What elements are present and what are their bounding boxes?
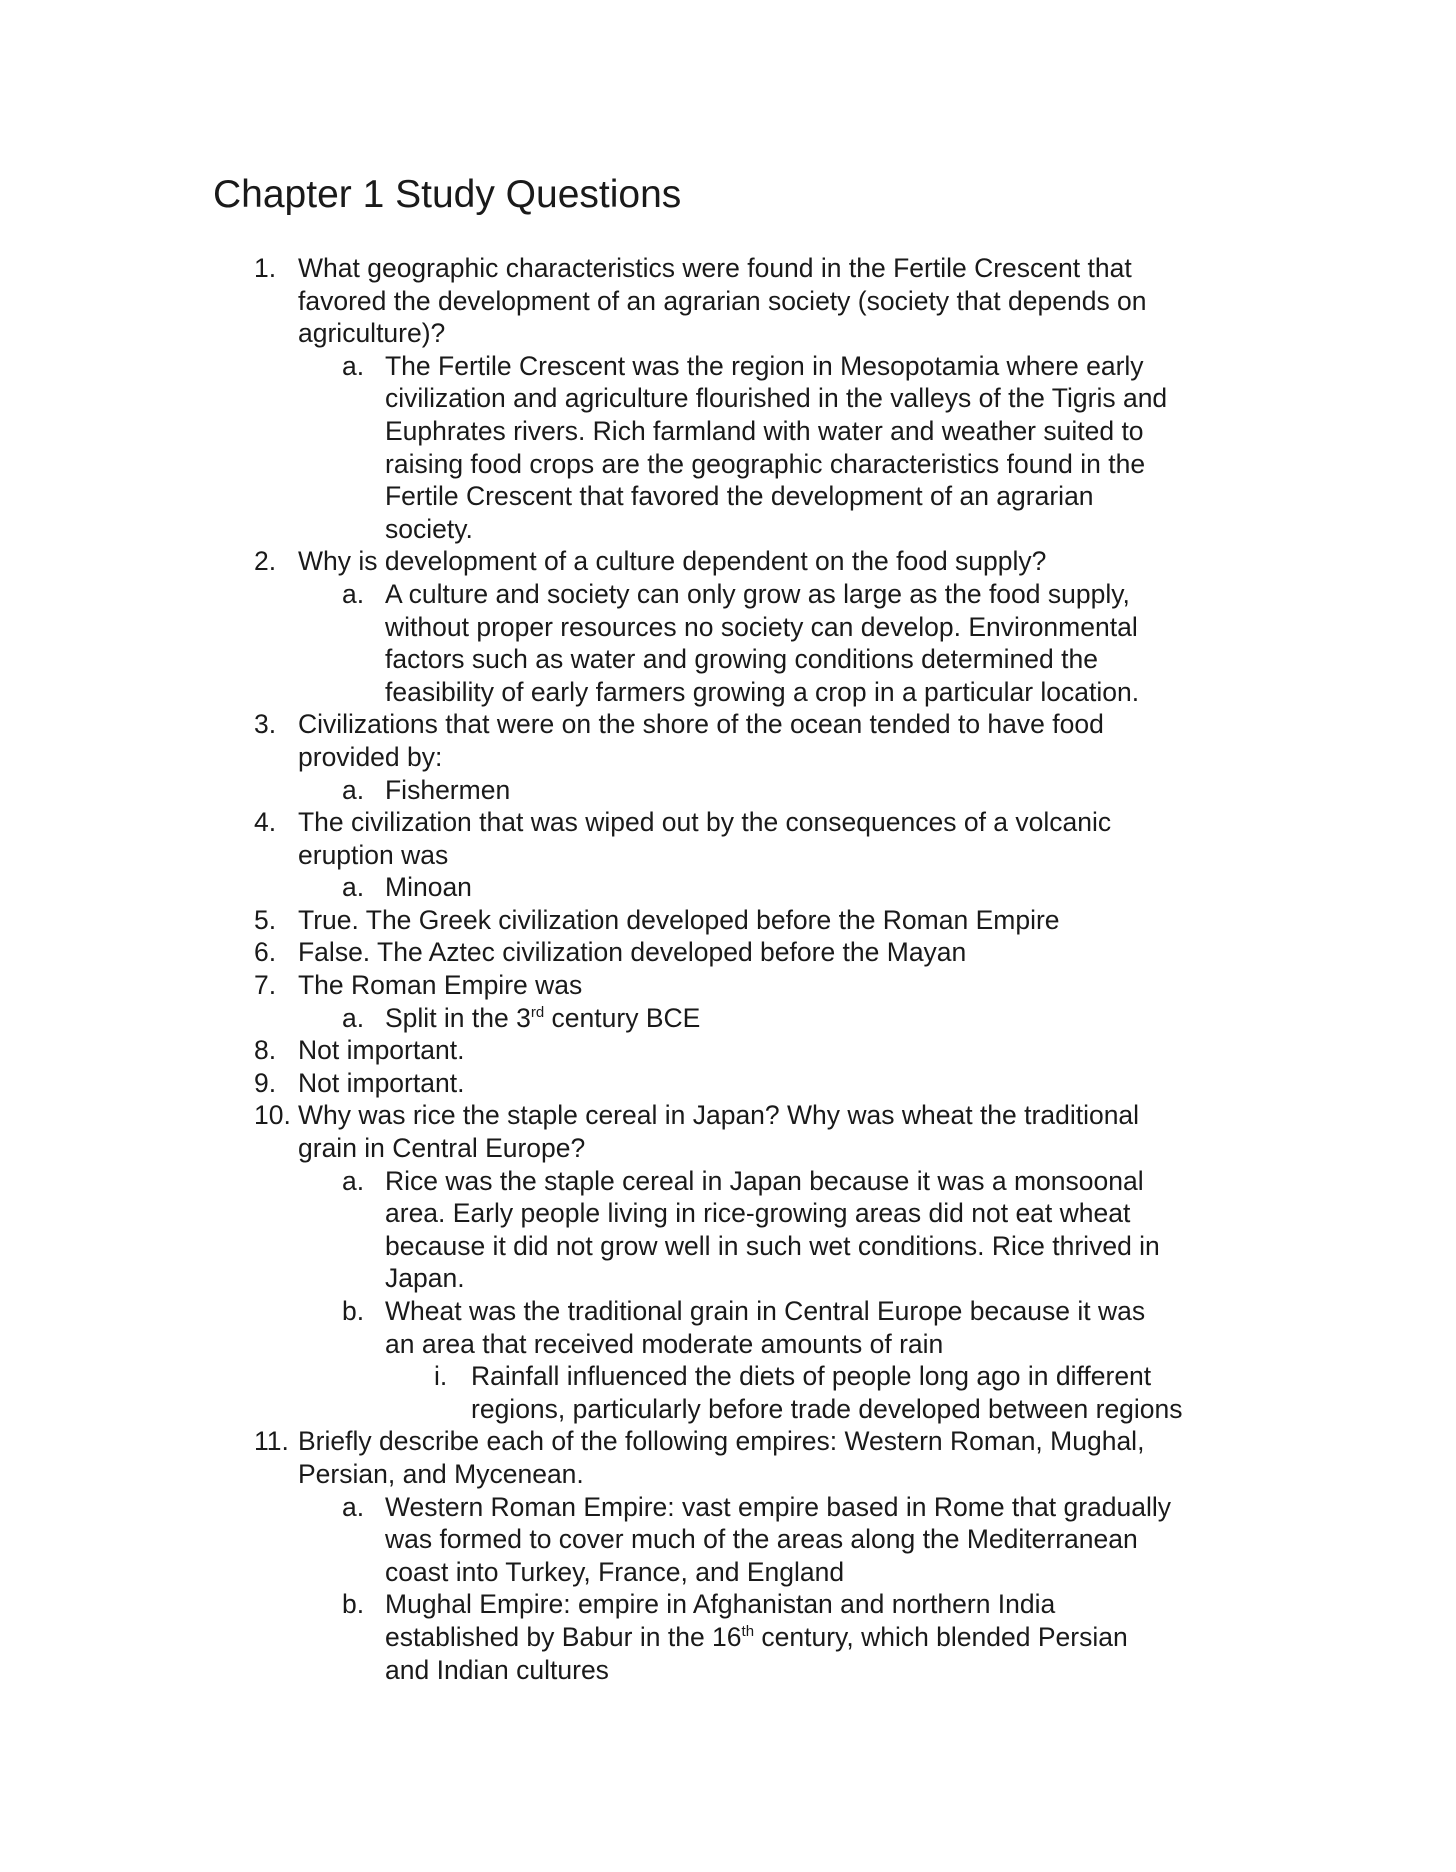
question-text: Why was rice the staple cereal in Japan? Why was wheat the traditional (298, 1100, 1140, 1131)
answer-text-end: century, which blended Persian (754, 1621, 1128, 1652)
answer-item (342, 350, 1235, 546)
answer-text: civilization and agriculture flourished in the valleys of the Tigris and (385, 383, 1168, 414)
question-text: Persian, and Mycenean. (298, 1458, 584, 1489)
answer-text: Mughal Empire: empire in Afghanistan and northern India (385, 1589, 1056, 1620)
answer-text: without proper resources no society can develop. Environmental (385, 611, 1138, 642)
answer-text: feasibility of early farmers growing a crop in a particular location. (385, 676, 1140, 707)
answer-text-start: established by Babur in the 16 (385, 1621, 742, 1652)
answer-text: area. Early people living in rice-growing areas did not eat wheat (385, 1198, 1131, 1229)
answer-item (342, 774, 1235, 807)
ordinal-suffix: rd (530, 1003, 545, 1021)
question-text: True. The Greek civilization developed before the Roman Empire (298, 904, 1060, 935)
answer-text: coast into Turkey, France, and England (385, 1556, 845, 1587)
item-number: 3. (254, 709, 277, 740)
answer-text: Fishermen (385, 774, 511, 805)
item-number: 2. (254, 546, 277, 577)
answer-item (342, 1588, 1235, 1686)
roman-numeral: i. (434, 1361, 448, 1392)
question-text: Why is development of a culture dependent on the food supply? (298, 546, 1047, 577)
answer-text: The Fertile Crescent was the region in Mesopotamia where early (385, 350, 1144, 381)
answer-text: Western Roman Empire: vast empire based in Rome that gradually (385, 1491, 1172, 1522)
question-text: What geographic characteristics were found in the Fertile Crescent that (298, 253, 1132, 283)
answer-text-start: Split in the 3 (385, 1002, 531, 1033)
list-item (254, 1067, 1238, 1100)
answer-item (342, 1002, 1235, 1035)
question-text: Not important. (298, 1067, 465, 1098)
answer-item (342, 1491, 1235, 1589)
answer-item (342, 1295, 1235, 1360)
item-number: 9. (254, 1067, 277, 1098)
answer-item (342, 871, 1235, 904)
item-number: 5. (254, 904, 277, 935)
item-number: 10. (254, 1100, 291, 1131)
question-text: Civilizations that were on the shore of the ocean tended to have food (298, 709, 1104, 740)
answer-text: Euphrates rivers. Rich farmland with water and weather suited to (385, 415, 1144, 446)
answer-letter: a. (342, 1002, 365, 1033)
answer-letter: a. (342, 1491, 365, 1522)
list-item (254, 545, 1238, 578)
answer-text: an area that received moderate amounts of rain (385, 1328, 944, 1359)
answer-letter: a. (342, 774, 365, 805)
answer-text: raising food crops are the geographic characteristics found in the (385, 448, 1146, 479)
list-item (254, 1034, 1238, 1067)
answer-item (342, 578, 1235, 708)
question-text: False. The Aztec civilization developed before the Mayan (298, 937, 967, 968)
answer-text: because it did not grow well in such wet conditions. Rice thrived in (385, 1230, 1160, 1261)
item-number: 1. (254, 253, 277, 283)
answer-text: and Indian cultures (385, 1654, 609, 1685)
answer-letter: b. (342, 1589, 365, 1620)
answer-letter: a. (342, 872, 365, 903)
question-text: favored the development of an agrarian society (society that depends on (298, 285, 1147, 316)
answer-item (342, 1165, 1235, 1295)
list-item (254, 969, 1238, 1002)
sub-answer-item (434, 1360, 1251, 1425)
list-item (254, 806, 1238, 871)
question-text: The civilization that was wiped out by the consequences of a volcanic (298, 807, 1112, 838)
list-item (254, 252, 1238, 350)
answer-text: Minoan (385, 872, 472, 903)
question-list (0, 252, 1456, 1686)
answer-letter: a. (342, 578, 365, 609)
answer-text: Wheat was the traditional grain in Central Europe because it was (385, 1296, 1146, 1326)
list-item (254, 936, 1238, 969)
item-number: 11. (254, 1426, 289, 1457)
answer-text-end: century BCE (544, 1002, 701, 1033)
answer-letter: a. (342, 1165, 365, 1196)
page-title: Chapter 1 Study Questions (213, 173, 682, 216)
list-item (254, 708, 1238, 773)
question-text: provided by: (298, 741, 443, 772)
question-text: The Roman Empire was (298, 970, 583, 1001)
answer-text (385, 1621, 1235, 1654)
answer-text: factors such as water and growing conditions determined the (385, 644, 1098, 675)
answer-letter: a. (342, 350, 365, 381)
answer-letter: b. (342, 1296, 365, 1326)
item-number: 8. (254, 1035, 277, 1066)
question-text: agriculture)? (298, 318, 446, 349)
answer-text (385, 1002, 1235, 1035)
answer-text: was formed to cover much of the areas along the Mediterranean (385, 1524, 1138, 1555)
question-text: eruption was (298, 839, 449, 870)
item-number: 4. (254, 807, 277, 838)
answer-text: society. (385, 513, 473, 544)
item-number: 6. (254, 937, 277, 968)
question-text: Not important. (298, 1035, 465, 1066)
answer-text: Japan. (385, 1263, 465, 1294)
list-item (254, 904, 1238, 937)
answer-text: A culture and society can only grow as large as the food supply, (385, 578, 1130, 609)
answer-text: Fertile Crescent that favored the development of an agrarian (385, 481, 1094, 512)
answer-text: regions, particularly before trade developed between regions (471, 1393, 1183, 1424)
list-item (254, 1099, 1238, 1164)
answer-text: Rice was the staple cereal in Japan because it was a monsoonal (385, 1165, 1144, 1196)
list-item (254, 1425, 1238, 1490)
question-text: grain in Central Europe? (298, 1133, 586, 1164)
ordinal-suffix: th (741, 1622, 755, 1640)
item-number: 7. (254, 970, 277, 1001)
question-text: Briefly describe each of the following empires: Western Roman, Mughal, (298, 1426, 1145, 1457)
answer-text: Rainfall influenced the diets of people long ago in different (471, 1361, 1152, 1392)
